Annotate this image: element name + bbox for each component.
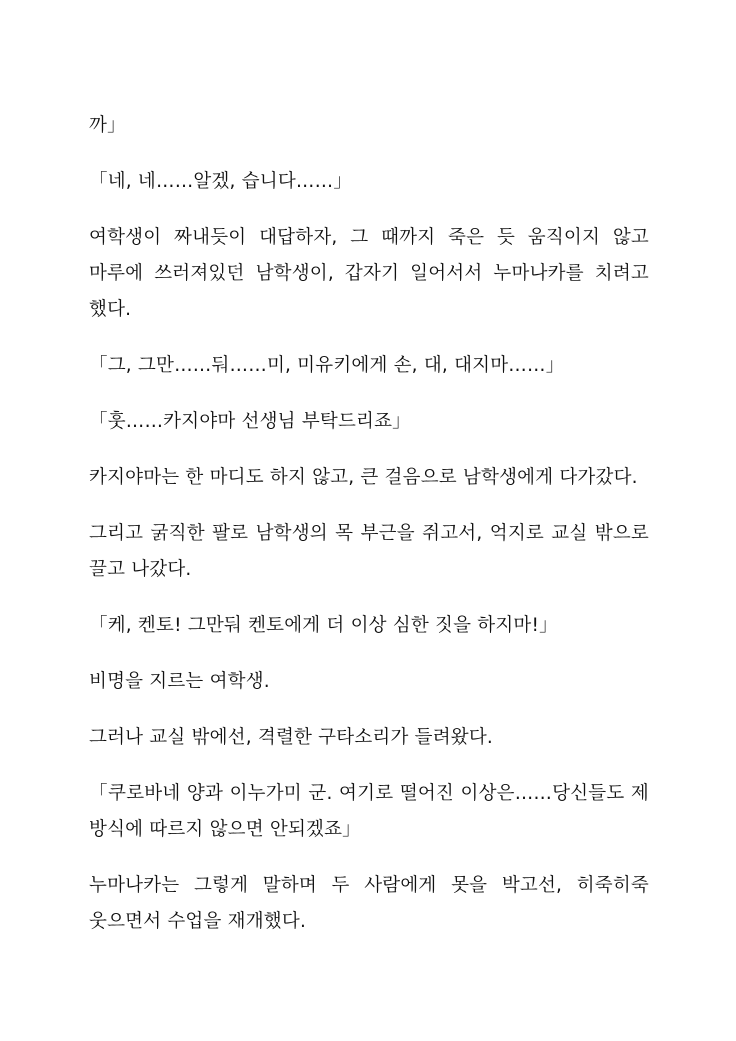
paragraph: 까」 — [89, 115, 126, 136]
paragraph: 「훗……카지야마 선생님 부탁드리죠」 — [89, 411, 411, 432]
paragraph: 누마나카는 그렇게 말하며 두 사람에게 못을 박고선, 히죽히죽 웃으면서 수업을 재개했다. — [89, 875, 649, 932]
body-text — [89, 108, 649, 960]
paragraph: 그리고 굵직한 팔로 남학생의 목 부근을 쥐고서, 억지로 교실 밖으로 끌고 나갔다. — [89, 523, 649, 580]
paragraph: 여학생이 짜내듯이 대답하자, 그 때까지 죽은 듯 움직이지 않고 마루에 쓰러져있던 남학생이, 갑자기 일어서서 누마나카를 치려고 했다. — [89, 227, 649, 320]
paragraph: 「쿠로바네 양과 이누가미 군. 여기로 떨어진 이상은……당신들도 제 방식에 따르지 않으면 안되겠죠」 — [89, 783, 649, 840]
paragraph: 비명을 지르는 여학생. — [89, 671, 270, 692]
paragraph: 그러나 교실 밖에선, 격렬한 구타소리가 들려왔다. — [89, 727, 493, 748]
paragraph: 「그, 그만……둬……미, 미유키에게 손, 대, 대지마……」 — [89, 355, 565, 376]
paragraph: 「네, 네……알겠, 습니다……」 — [89, 171, 353, 192]
paragraph: 카지야마는 한 마디도 하지 않고, 큰 걸음으로 남학생에게 다가갔다. — [89, 467, 638, 488]
paragraph: 「케, 켄토! 그만둬 켄토에게 더 이상 심한 짓을 하지마!」 — [89, 615, 558, 636]
